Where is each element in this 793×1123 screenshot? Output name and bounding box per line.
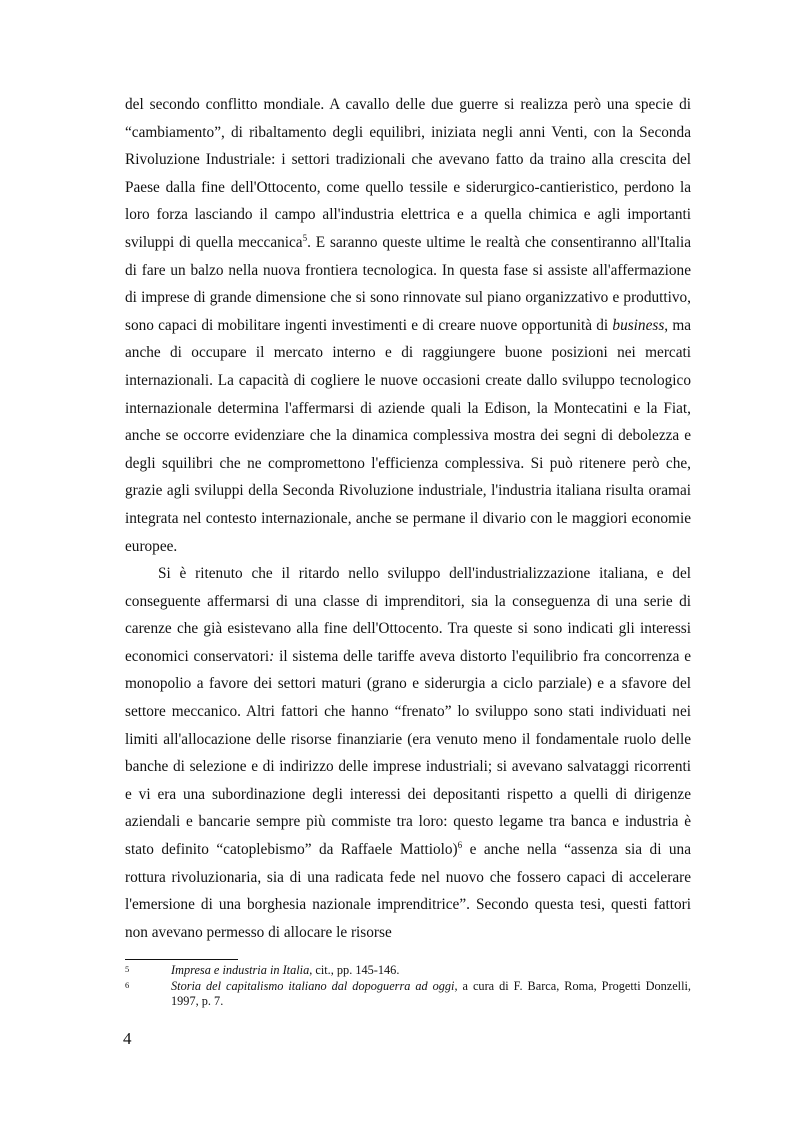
paragraph-1-text-a: del secondo conflitto mondiale. A cavallo delle due guerre si realizza però una specie di “cambiamento”, di ribaltamento degli equilibri, iniziata negli anni Venti, con la Seconda Rivoluzione Industriale: i settori tradizionali che avevano fatto da traino alla crescita del Paese dalla fine dell'Ottocento, come quello tessile e siderurgico-cantieristico, perdono la loro forza lasciando il campo all'industria elettrica e a quella chimica e agli importanti sviluppi di quella meccanica [125,96,691,251]
footnote-6 [125,979,691,1010]
footnote-ref-6: 6 [457,840,463,851]
paragraph-2-text-b: il sistema delle tariffe aveva distorto l'equilibrio fra concorrenza e monopolio a favore dei settori maturi (grano e siderurgia a ciclo parziale) e a sfavore del settore meccanico. Altri fattori che hanno “frenato” lo sviluppo sono stati individuati nei limiti all'allocazione delle risorse finanziarie (era venuto meno il fondamentale ruolo delle banche di selezione e di indirizzo delle imprese industriali; si avevano salvataggi ricorrenti e vi era una subordinazione degli interessi dei depositanti rispetto a quelli di dirigenze aziendali e bancarie sempre più commiste tra loro: questo legame tra banca e industria è stato definito “catoplebismo” da Raffaele Mattiolo) [125,647,692,859]
main-text [125,91,691,946]
footnotes [125,963,691,1010]
page-number: 4 [123,1029,132,1048]
footnote-title: Impresa e industria in Italia [171,963,310,977]
footnote-divider [125,959,238,960]
paragraph-1 [125,91,691,560]
paragraph-1-text-b: . E saranno queste ultime le realtà che consentiranno all'Italia di fare un balzo nella nuova frontiera tecnologica. In questa fase si assiste all'affermazione di imprese di grande dimensione che si sono rinnovate sul piano organizzativo e produttivo, sono capaci di mobilitare ingenti investimenti e di creare nuove opportunità di [125,233,692,334]
paragraph-1-text-c: , ma anche di occupare il mercato interno e di raggiungere buone posizioni nei mercati internazionali. La capacità di cogliere le nuove occasioni create dallo sviluppo tecnologico internazionale determina l'affermarsi di aziende quali la Edison, la Montecatini e la Fiat, anche se occorre evidenziare che la dinamica complessiva mostra dei segni di debolezza e degli squilibri che ne compromettono l'efficienza complessiva. Si può ritenere però che, grazie agli sviluppi della Seconda Rivoluzione industriale, l'industria italiana risulta oramai integrata nel contesto internazionale, anche se permane il divario con le maggiori economie europee. [125,316,692,555]
paragraph-2-colon: : [269,647,275,665]
paragraph-1-italic: business [612,316,665,334]
footnote-5 [125,963,691,979]
footnote-text: , cit., pp. 145-146. [309,963,400,977]
footnote-number: 5 [125,964,130,974]
paragraph-2 [125,560,691,946]
paragraph-2-text-a: Si è ritenuto che il ritardo nello sviluppo dell'industrializzazione italiana, e del conseguente affermarsi di una classe di imprenditori, sia la conseguenza di una serie di carenze che già esistevano alla fine dell'Ottocento. Tra queste si sono indicati gli interessi economici conservatori [125,565,691,665]
paragraph-2-text-c: e anche nella “assenza sia di una rottura rivoluzionaria, sia di una radicata fede nel nuovo che fossero capaci di accelerare l'emersione di una borghesia nazionale imprenditrice”. Secondo questa tesi, questi fattori non avevano permesso di allocare le risorse [125,841,691,941]
footnote-title: Storia del capitalismo italiano dal dopoguerra ad oggi, [171,978,458,993]
footnote-text: a cura di F. Barca, Roma, Progetti Donzelli, 1997, p. 7. [171,978,691,1008]
footnote-ref-5: 5 [302,232,308,243]
footnote-number: 6 [125,979,130,990]
